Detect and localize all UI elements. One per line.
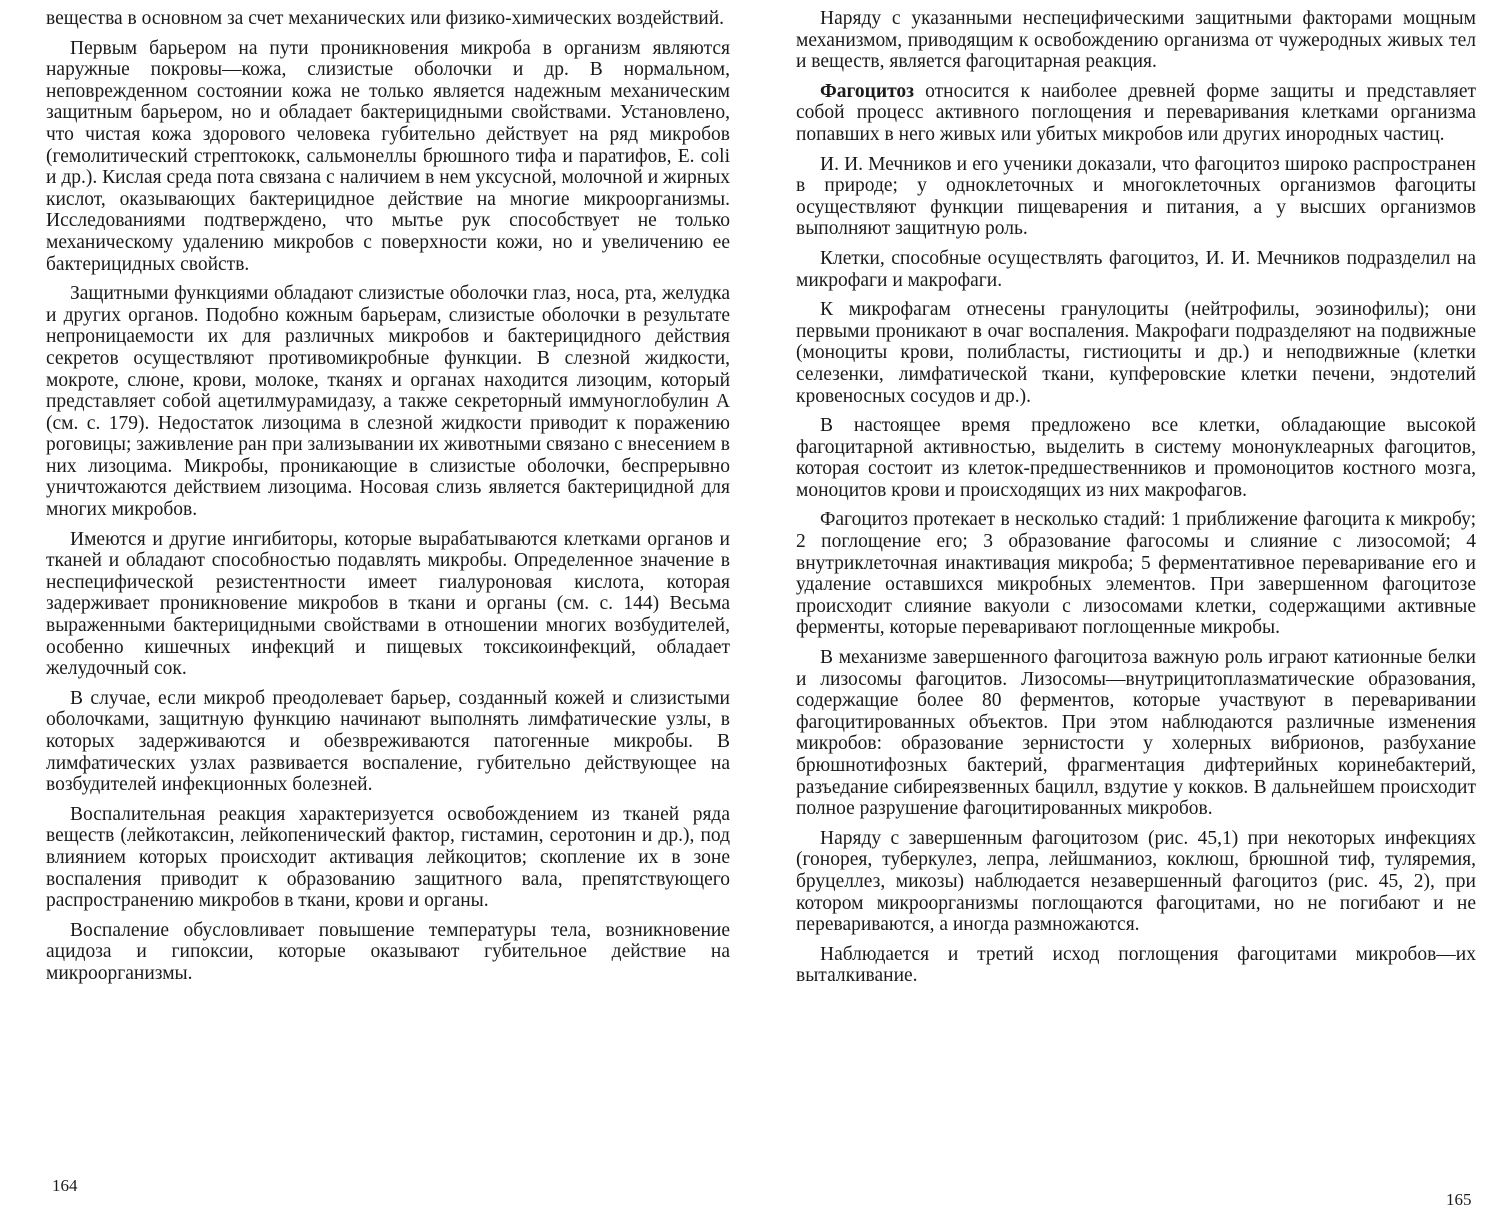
paragraph: вещества в основном за счет механических или физико-химических воздействий.: [46, 8, 725, 29]
paragraph: Наряду с указанными неспецифическими защитными факторами мощным механизмом, приводящим к освобождению организма от чужеродных живых тел и веществ, является фагоцитарная реакция.: [796, 8, 1476, 73]
paragraph: Клетки, способные осуществлять фагоцитоз, И. И. Мечников подразделил на микрофаги и макрофаги.: [796, 247, 1476, 291]
term-phagocytosis: Фагоцитоз: [820, 80, 914, 102]
paragraph-text: относится к наиболее древней форме защиты и представляет собой процесс активного поглощения и переваривания клетками организма попавших в него живых или убитых микробов или других инородных частиц.: [796, 80, 1477, 145]
paragraph: И. И. Мечников и его ученики доказали, что фагоцитоз широко распространен в природе; у одноклеточных и многоклеточных организмов фагоциты осуществляют функции пищеварения и питания, а у высших организмов выполняют защитную роль.: [796, 153, 1476, 240]
paragraph: Наряду с завершенным фагоцитозом (рис. 45,1) при некоторых инфекциях (гонорея, туберкулез, лепра, лейшманиоз, коклюш, брюшной тиф, туляремия, бруцеллез, микозы) наблюдается незавершенный фагоцитоз (рис. 45, 2), при котором микроорганизмы поглощаются фагоцитами, но не погибают и не перевариваются, а иногда размножаются.: [796, 827, 1476, 936]
paragraph: В настоящее время предложено все клетки, обладающие высокой фагоцитарной активностью, выделить в систему мононуклеарных фагоцитов, которая состоит из клеток-предшественников и промоноцитов костного мозга, моноцитов крови и происходящих из них макрофагов.: [796, 415, 1476, 501]
paragraph: [796, 81, 1476, 146]
paragraph: К микрофагам отнесены гранулоциты (нейтрофилы, эозинофилы); они первыми проникают в очаг воспаления. Макрофаги подразделяют на подвижные (моноциты крови, полибласты, гистиоциты и др.) и неподвижные (клетки селезенки, лимфатической ткани, купферовские клетки печени, эндотелий кровеносных сосудов и др.).: [796, 299, 1476, 407]
left-page: [46, 8, 730, 993]
paragraph: Наблюдается и третий исход поглощения фагоцитами микробов—их выталкивание.: [796, 943, 1476, 987]
paragraph: Первым барьером на пути проникновения микроба в организм являются наружные покровы—кожа, слизистые оболочки и др. В нормальном, неповрежденном состоянии кожа не только является надежным механическим защитным барьером, но и обладает бактерицидными свойствами. Установлено, что чистая кожа здорового человека губительно действует на ряд микробов (гемолитический стрептококк, сальмонеллы брюшного тифа и паратифов, E. coli и др.). Кислая среда пота связана с наличием в нем уксусной, молочной и жирных кислот, оказывающих бактерицидное действие на многие микроорганизмы. Исследованиями подтверждено, что мытье рук способствует не только механическому удалению микробов с поверхности кожи, но и увеличению ее бактерицидных свойств.: [46, 37, 730, 275]
paragraph: Воспаление обусловливает повышение температуры тела, возникновение ацидоза и гипоксии, которые оказывают губительное действие на микроорганизмы.: [46, 919, 730, 984]
page-number-left: 164: [52, 1176, 78, 1195]
paragraph: Защитными функциями обладают слизистые оболочки глаз, носа, рта, желудка и других органов. Подобно кожным барьерам, слизистые оболочки в результате непроницаемости их для различных микробов и бактерицидного действия секретов осуществляют противомикробные функции. В слезной жидкости, мокроте, слюне, крови, молоке, тканях и органах находится лизоцим, который представляет собой ацетилмурамидазу, а также секреторный иммуноглобулин А (см. с. 179). Недостаток лизоцима в слезной жидкости приводит к поражению роговицы; заживление ран при зализывании их животными связано с внесением в них лизоцима. Микробы, проникающие в слизистые оболочки, беспрерывно уничтожаются действием лизоцима. Носовая слизь является бактерицидной для многих микробов.: [46, 283, 730, 521]
paragraph: В механизме завершенного фагоцитоза важную роль играют катионные белки и лизосомы фагоцитов. Лизосомы—внутрицитоплазматические образования, содержащие более 80 ферментов, которые участвуют в переваривании фагоцитированных объектов. При этом наблюдаются различные изменения микробов: образование зернистости у холерных вибрионов, разбухание брюшнотифозных бактерий, фрагментация дифтерийных коринебактерий, разъедание сибиреязвенных бацилл, вздутие у кокков. В дальнейшем происходит полное разрушение фагоцитированных микробов.: [796, 647, 1476, 820]
paragraph: В случае, если микроб преодолевает барьер, созданный кожей и слизистыми оболочками, защитную функцию начинают выполнять лимфатические узлы, в которых задерживаются и обезвреживаются патогенные микробы. В лимфатических узлах развивается воспаление, губительно действующее на возбудителей инфекционных болезней.: [46, 687, 730, 796]
paragraph: Фагоцитоз протекает в несколько стадий: 1 приближение фагоцита к микробу; 2 поглощение его; 3 образование фагосомы и слияние с лизосомой; 4 внутриклеточная инактивация микроба; 5 ферментативное переваривание его и удаление оставшихся микробных элементов. При завершенном фагоцитозе происходит слияние вакуоли с лизосомами клетки, содержащими активные ферменты, которые переваривают поглощенные микробы.: [796, 509, 1476, 639]
right-page: [796, 8, 1476, 995]
paragraph: Воспалительная реакция характеризуется освобождением из тканей ряда веществ (лейкотаксин, лейкопенический фактор, гистамин, серотонин и др.), под влиянием которых происходит активация лейкоцитов; скопление их в зоне воспаления приводит к образованию защитного вала, препятствующего распространению микробов в ткани, крови и органы.: [46, 803, 730, 912]
page-number-right: 165: [1446, 1190, 1472, 1209]
paragraph: Имеются и другие ингибиторы, которые вырабатываются клетками органов и тканей и обладают способностью подавлять микробы. Определенное значение в неспецифической резистентности имеет гиалуроновая кислота, которая задерживает проникновение микробов в ткани и органы (см. с. 144) Весьма выраженными бактерицидными свойствами в отношении многих возбудителей, особенно кишечных инфекций и пищевых токсикоинфекций, обладает желудочный сок.: [46, 528, 730, 680]
